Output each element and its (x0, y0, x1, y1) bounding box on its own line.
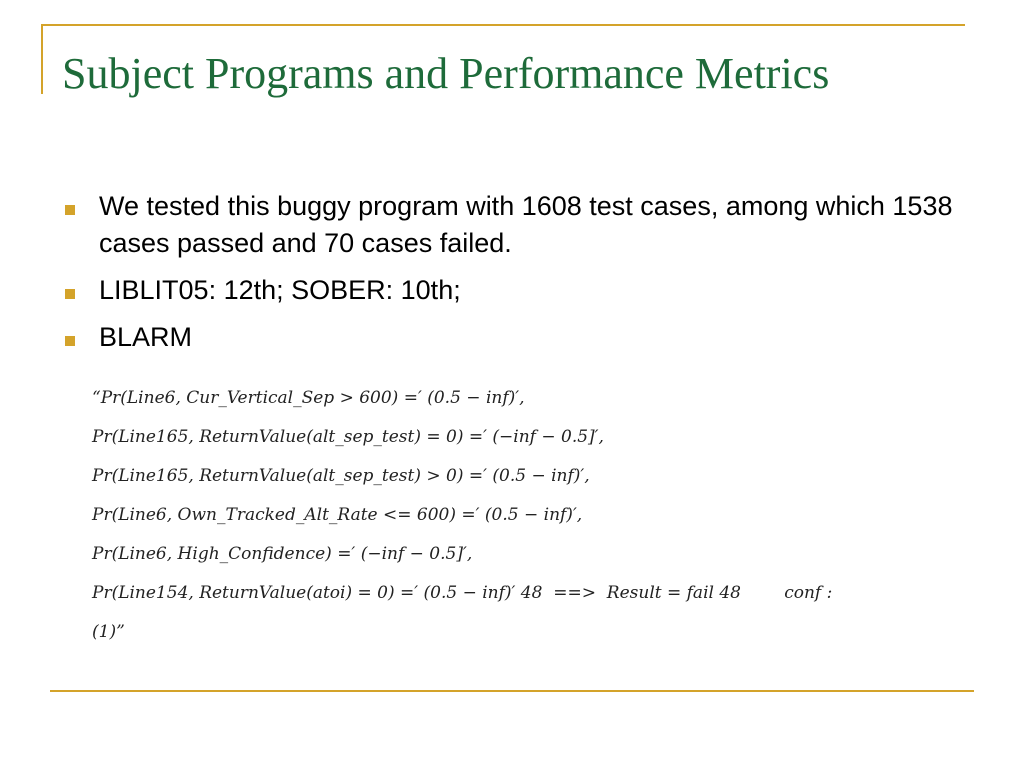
formula-line: Pr(Line6, High_Confidence) =′ (−inf − 0.5]′, (92, 544, 473, 564)
formula-line: Pr(Line165, ReturnValue(alt_sep_test) = 0) =′ (−inf − 0.5]′, (92, 427, 604, 447)
bullet-text: LIBLIT05: 12th; SOBER: 10th; (99, 275, 461, 305)
formula-line: (1)” (92, 622, 125, 642)
slide-title: Subject Programs and Performance Metrics (62, 49, 830, 98)
formula-block (92, 383, 992, 656)
bullet-list (62, 188, 962, 366)
square-bullet-icon (65, 205, 75, 215)
formula-line: “Pr(Line6, Cur_Vertical_Sep > 600) =′ (0.5 − inf)′, (92, 388, 525, 408)
frame-left-rule (41, 24, 43, 94)
bullet-item (62, 319, 962, 356)
bullet-item (62, 188, 962, 262)
formula-line: Pr(Line165, ReturnValue(alt_sep_test) > 0) =′ (0.5 − inf)′, (92, 466, 590, 486)
square-bullet-icon (65, 289, 75, 299)
formula-line: Pr(Line6, Own_Tracked_Alt_Rate <= 600) =′ (0.5 − inf)′, (92, 505, 583, 525)
bullet-text: BLARM (99, 322, 193, 352)
bullet-item (62, 272, 962, 309)
formula-line: Pr(Line154, ReturnValue(atoi) = 0) =′ (0.5 − inf)′ 48 ==> Result = fail 48 conf : (92, 583, 833, 603)
frame-top-rule (41, 24, 965, 26)
square-bullet-icon (65, 336, 75, 346)
bullet-text: We tested this buggy program with 1608 test cases, among which 1538 cases passed and 70 cases failed. (99, 191, 953, 258)
bottom-rule (50, 690, 974, 692)
